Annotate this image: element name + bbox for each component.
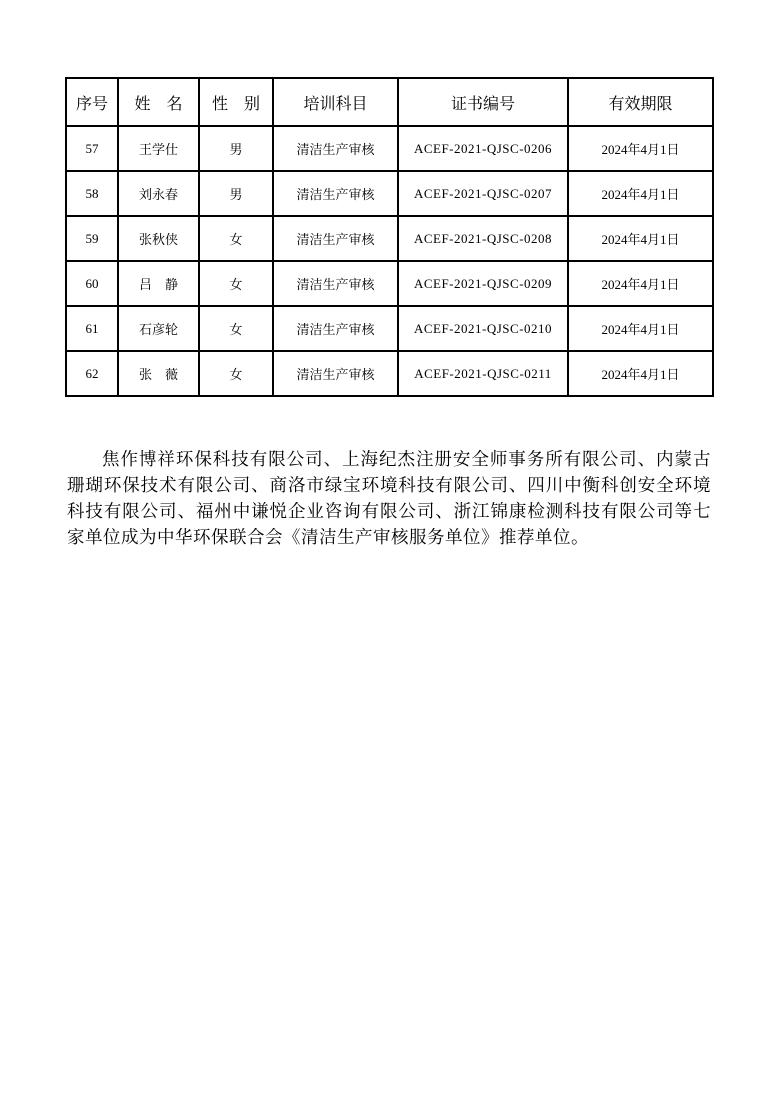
cell-index: 60 — [66, 261, 118, 306]
cell-cert-no: ACEF-2021-QJSC-0207 — [398, 171, 568, 216]
cell-gender: 女 — [199, 261, 273, 306]
cell-name: 张秋侠 — [118, 216, 199, 261]
table-row — [66, 216, 713, 261]
cell-cert-no: ACEF-2021-QJSC-0208 — [398, 216, 568, 261]
cell-name: 王学仕 — [118, 126, 199, 171]
cell-gender: 男 — [199, 171, 273, 216]
cell-gender: 女 — [199, 306, 273, 351]
column-header-gender: 性 别 — [199, 78, 273, 126]
cell-cert-no: ACEF-2021-QJSC-0209 — [398, 261, 568, 306]
certificate-table — [65, 77, 714, 397]
recommendation-paragraph: 焦作博祥环保科技有限公司、上海纪杰注册安全师事务所有限公司、内蒙古珊瑚环保技术有限公司、商洛市绿宝环境科技有限公司、四川中衡科创安全环境科技有限公司、福州中谦悦企业咨询有限公司、浙江锦康检测科技有限公司等七家单位成为中华环保联合会《清洁生产审核服务单位》推荐单位。 — [67, 449, 711, 547]
cell-name: 吕 静 — [118, 261, 199, 306]
cell-cert-no: ACEF-2021-QJSC-0211 — [398, 351, 568, 396]
cell-subject: 清洁生产审核 — [273, 216, 398, 261]
cell-subject: 清洁生产审核 — [273, 351, 398, 396]
cell-validity: 2024年4月1日 — [568, 126, 713, 171]
cell-index: 61 — [66, 306, 118, 351]
cell-name: 刘永春 — [118, 171, 199, 216]
cell-subject: 清洁生产审核 — [273, 306, 398, 351]
table-row — [66, 261, 713, 306]
table-row — [66, 171, 713, 216]
cell-cert-no: ACEF-2021-QJSC-0210 — [398, 306, 568, 351]
column-header-subject: 培训科目 — [273, 78, 398, 126]
column-header-validity: 有效期限 — [568, 78, 713, 126]
cell-validity: 2024年4月1日 — [568, 261, 713, 306]
cell-gender: 女 — [199, 351, 273, 396]
cell-name: 张 薇 — [118, 351, 199, 396]
table-row — [66, 126, 713, 171]
column-header-cert-no: 证书编号 — [398, 78, 568, 126]
column-header-index: 序号 — [66, 78, 118, 126]
cell-subject: 清洁生产审核 — [273, 171, 398, 216]
cell-subject: 清洁生产审核 — [273, 126, 398, 171]
cell-validity: 2024年4月1日 — [568, 351, 713, 396]
cell-index: 59 — [66, 216, 118, 261]
table-header-row — [66, 78, 713, 126]
cell-validity: 2024年4月1日 — [568, 216, 713, 261]
cell-name: 石彦轮 — [118, 306, 199, 351]
cell-index: 57 — [66, 126, 118, 171]
table-row — [66, 306, 713, 351]
table-body — [66, 126, 713, 396]
cell-gender: 女 — [199, 216, 273, 261]
cell-subject: 清洁生产审核 — [273, 261, 398, 306]
cell-validity: 2024年4月1日 — [568, 306, 713, 351]
cell-gender: 男 — [199, 126, 273, 171]
cell-validity: 2024年4月1日 — [568, 171, 713, 216]
table-row — [66, 351, 713, 396]
cell-index: 58 — [66, 171, 118, 216]
cell-index: 62 — [66, 351, 118, 396]
column-header-name: 姓 名 — [118, 78, 199, 126]
cell-cert-no: ACEF-2021-QJSC-0206 — [398, 126, 568, 171]
